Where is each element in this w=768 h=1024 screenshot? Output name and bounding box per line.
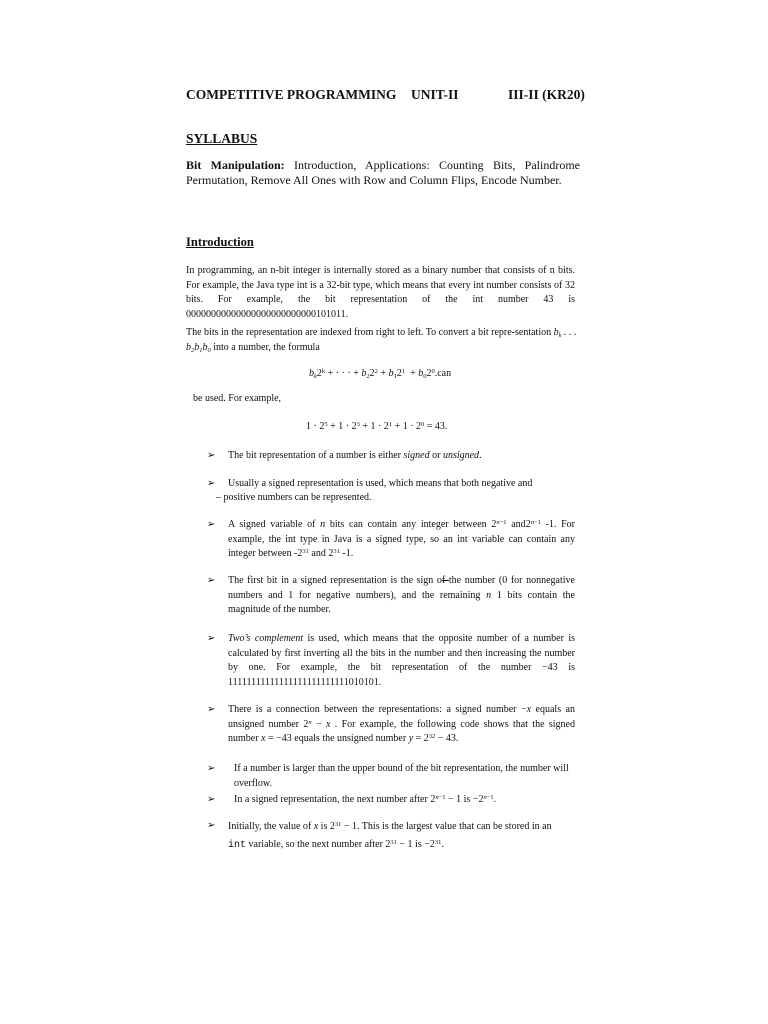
- bullet-arrow-icon: ➢: [207, 519, 216, 530]
- introduction-heading: Introduction: [186, 235, 254, 249]
- semester-label: III-II (KR20): [508, 87, 585, 102]
- bullet-representation-connection: There is a connection between the representations: a signed number −x equals an unsigned number $2^n - x$ . For example, the following code shows that the signed number x = −43 equals the unsigned number $y = 2^{32} - 43$.: [228, 704, 575, 745]
- bullet-arrow-icon: ➢: [207, 704, 216, 715]
- be-used-text: be used. For example,: [193, 393, 282, 404]
- bullet-arrow-icon: ➢: [207, 820, 216, 831]
- bullet-overflow: If a number is larger than the upper bound of the bit representation, the number will overflow.: [234, 763, 569, 789]
- bullet-arrow-icon: ➢: [207, 450, 216, 461]
- bullet-arrow-icon: ➢: [207, 763, 216, 774]
- bullet-arrow-icon: ➢: [207, 478, 216, 489]
- intro-paragraph-2: [186, 326, 578, 355]
- course-title: COMPETITIVE PROGRAMMING: [186, 87, 397, 102]
- bullet-twos-complement: Two’s complement is used, which means that the opposite number of a number is calculated by first inverting all the bits in the number and then increasing the number by one. For example, the bit representation of the number −43 is 11111111111111111111111111010101.: [228, 633, 575, 688]
- bullet-arrow-icon: ➢: [207, 633, 216, 644]
- example-formula: $1 \cdot 2^5 + 1 \cdot 2^3 + 1 \cdot 2^1 + 1 \cdot 2^0 = 43$.: [306, 421, 448, 432]
- bullet-initial-value: Initially, the value of x is $2^{31} - 1$. This is the largest value that can be stored in an int variable, so the next number after $2^{31} - 1$ is $-2^{31}$.: [228, 821, 552, 851]
- intro-paragraph-1: In programming, an n-bit integer is internally stored as a binary number that consists of n bits. For example, the Java type int is a 32-bit type, which means that every int number consists of 32 bits. For example, the bit representation of the int number 43 is 00000000000000000000000000101011.: [186, 265, 575, 320]
- syllabus-paragraph: [186, 158, 580, 188]
- formula-tail: .can: [434, 368, 452, 379]
- bullet-next-number: In a signed representation, the next number after $2^{n-1} - 1$ is $-2^{n-1}$.: [234, 794, 497, 805]
- general-formula: $b_k2^k$ + · · · + $b_22^2 + b_12^1 + b_02^0.can$: [309, 368, 452, 380]
- para2-text-end: into a number, the formula: [210, 341, 320, 353]
- unit-label: UNIT-II: [411, 87, 459, 102]
- bullet-sign-bit: The first bit in a signed representation is the sign of the number (0 for nonnegative numbers and 1 for negative numbers), and the remaining n 1 bits contain the magnitude of the number.: [228, 575, 575, 616]
- bit-notation: $b_k$ . . . $b_2b_1b_0$: [186, 327, 577, 354]
- bullet-signed-usage: Usually a signed representation is used, which means that both negative and: [228, 478, 533, 489]
- bullet-signed-usage-cont: – positive numbers can be represented.: [216, 492, 372, 503]
- bullet-signed-range: A signed variable of n bits can contain any integer between $2^{n-1}$ $and2^{n-1}$ -1. For example, the int type in Java is a signed type, so an int variable can contain any integer between $-2^{31}$ and $2^{31}$ -1.: [228, 519, 575, 560]
- bullet-arrow-icon: ➢: [207, 794, 216, 805]
- para2-text: The bits in the representation are indexed from right to left. To convert a bit repre-sentation: [186, 327, 554, 338]
- bullet-signed-unsigned: The bit representation of a number is either signed or unsigned.: [228, 450, 482, 461]
- bullet-arrow-icon: ➢: [207, 575, 216, 586]
- syllabus-heading: SYLLABUS: [186, 131, 258, 146]
- formula-result: = 43.: [424, 421, 448, 432]
- int-keyword: int: [228, 840, 247, 851]
- syllabus-text: Introduction, Applications: Counting Bits, Palindrome Permutation, Remove All Ones with Row and Column Flips, Encode Number.: [186, 158, 580, 187]
- syllabus-label: Bit Manipulation:: [186, 158, 285, 172]
